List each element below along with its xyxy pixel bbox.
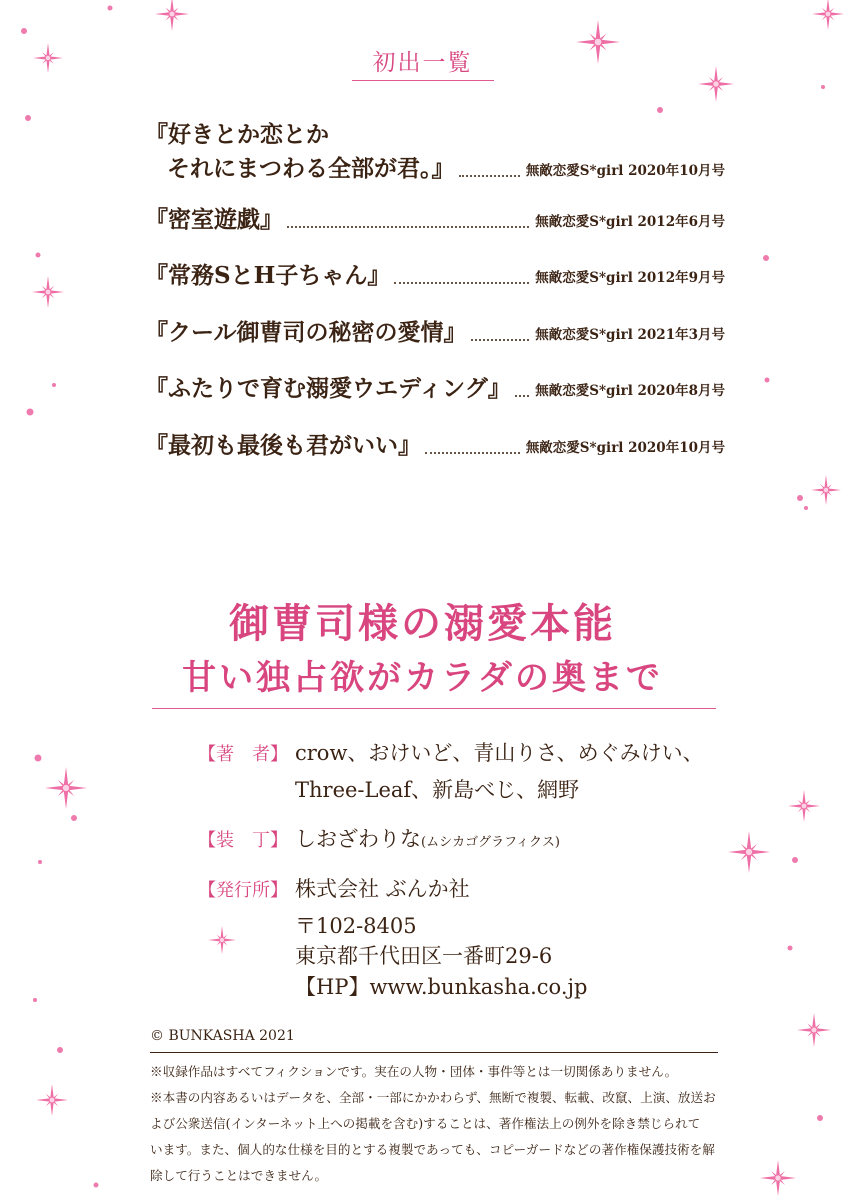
entry-title: 『最初も最後も君がいい』: [145, 432, 421, 459]
entry-source: 無敵恋愛S*girl 2020年10月号: [525, 440, 725, 456]
author-names-line2: Three-Leaf、新島べじ、網野: [295, 778, 580, 802]
design-label: 【装 丁】: [198, 830, 288, 851]
sparkle-icon: [812, 0, 844, 30]
designer-name: しおざわりな: [295, 827, 421, 851]
copyright-divider: [150, 1052, 718, 1053]
disclaimer-copyright-line: 除して行うことはできません。: [150, 1168, 328, 1183]
heading-underline: [352, 80, 494, 81]
author-label: 【著 者】: [198, 744, 288, 765]
dotted-leader: [394, 282, 529, 284]
dotted-leader: [425, 452, 520, 454]
sparkle-icon: [728, 831, 770, 873]
sparkle-icon: [208, 926, 236, 954]
disclaimer-copyright-line: います。また、個人的な仕様を目的とする複製であっても、コピーガードなどの著作権保護技術を解: [150, 1142, 715, 1157]
sparkle-icon: [32, 276, 64, 308]
dotted-leader: [459, 175, 520, 177]
sparkle-icon: [788, 790, 820, 822]
disclaimer-copyright-line: ※本書の内容あるいはデータを、全部・一部にかかわらず、無断で複製、転載、改竄、上演、放送お: [150, 1090, 716, 1105]
disclaimer-copyright-line: よび公衆送信(インターネット上への掲載を含む)することは、著作権法上の例外を除き禁じられて: [150, 1116, 701, 1131]
publisher-address: 東京都千代田区一番町29-6: [295, 944, 553, 968]
entry-item: [145, 429, 725, 463]
entry-source: 無敵恋愛S*girl 2020年8月号: [535, 383, 725, 399]
entry-title: 『常務SとH子ちゃん』: [145, 262, 391, 289]
entry-item: [145, 372, 725, 406]
design-studio: (ムシカゴグラフィクス): [421, 835, 560, 850]
title-divider: [152, 708, 716, 709]
sparkle-icon: [797, 1013, 831, 1047]
entry-item: [145, 118, 725, 186]
entry-item: [145, 203, 725, 237]
entry-title: 『クール御曹司の秘密の愛情』: [145, 319, 467, 346]
entry-item: [145, 259, 725, 293]
entry-source: 無敵恋愛S*girl 2020年10月号: [525, 163, 725, 179]
entry-title: 『ふたりで育む溺愛ウエディング』: [145, 375, 511, 402]
entry-title: 『密室遊戯』: [145, 206, 283, 233]
copyright: © BUNKASHA 2021: [150, 1028, 295, 1044]
postal-code: 〒102-8405: [295, 914, 417, 938]
design-credit: [295, 823, 560, 853]
dotted-leader: [287, 226, 529, 228]
book-title: 御曹司様の溺愛本能: [229, 600, 616, 647]
entry-item: [145, 316, 725, 350]
publisher-label: 【発行所】: [198, 880, 288, 901]
sparkle-icon: [36, 1084, 68, 1116]
entry-source: 無敵恋愛S*girl 2021年3月号: [535, 327, 725, 343]
publisher-name: 株式会社 ぶんか社: [295, 877, 470, 901]
heading-first-appearance: 初出一覧: [372, 50, 473, 76]
entry-title: それにまつわる全部が君。』: [167, 155, 455, 182]
sparkle-icon: [45, 767, 87, 809]
dotted-leader: [471, 339, 530, 341]
dotted-leader: [515, 395, 530, 397]
publisher-website[interactable]: 【HP】www.bunkasha.co.jp: [295, 975, 588, 999]
sparkle-icon: [760, 1160, 796, 1196]
book-subtitle: 甘い独占欲がカラダの奥まで: [182, 658, 663, 698]
sparkle-icon: [811, 475, 841, 505]
disclaimer-fiction: ※収録作品はすべてフィクションです。実在の人物・団体・事件等とは一切関係ありません。: [150, 1064, 678, 1079]
entry-source: 無敵恋愛S*girl 2012年9月号: [535, 270, 725, 286]
author-names-line1: crow、おけいど、青山りさ、めぐみけい、: [295, 741, 704, 765]
entry-title: 『好きとか恋とか: [145, 121, 329, 148]
sparkle-icon: [155, 0, 189, 31]
entry-source: 無敵恋愛S*girl 2012年6月号: [535, 214, 725, 230]
